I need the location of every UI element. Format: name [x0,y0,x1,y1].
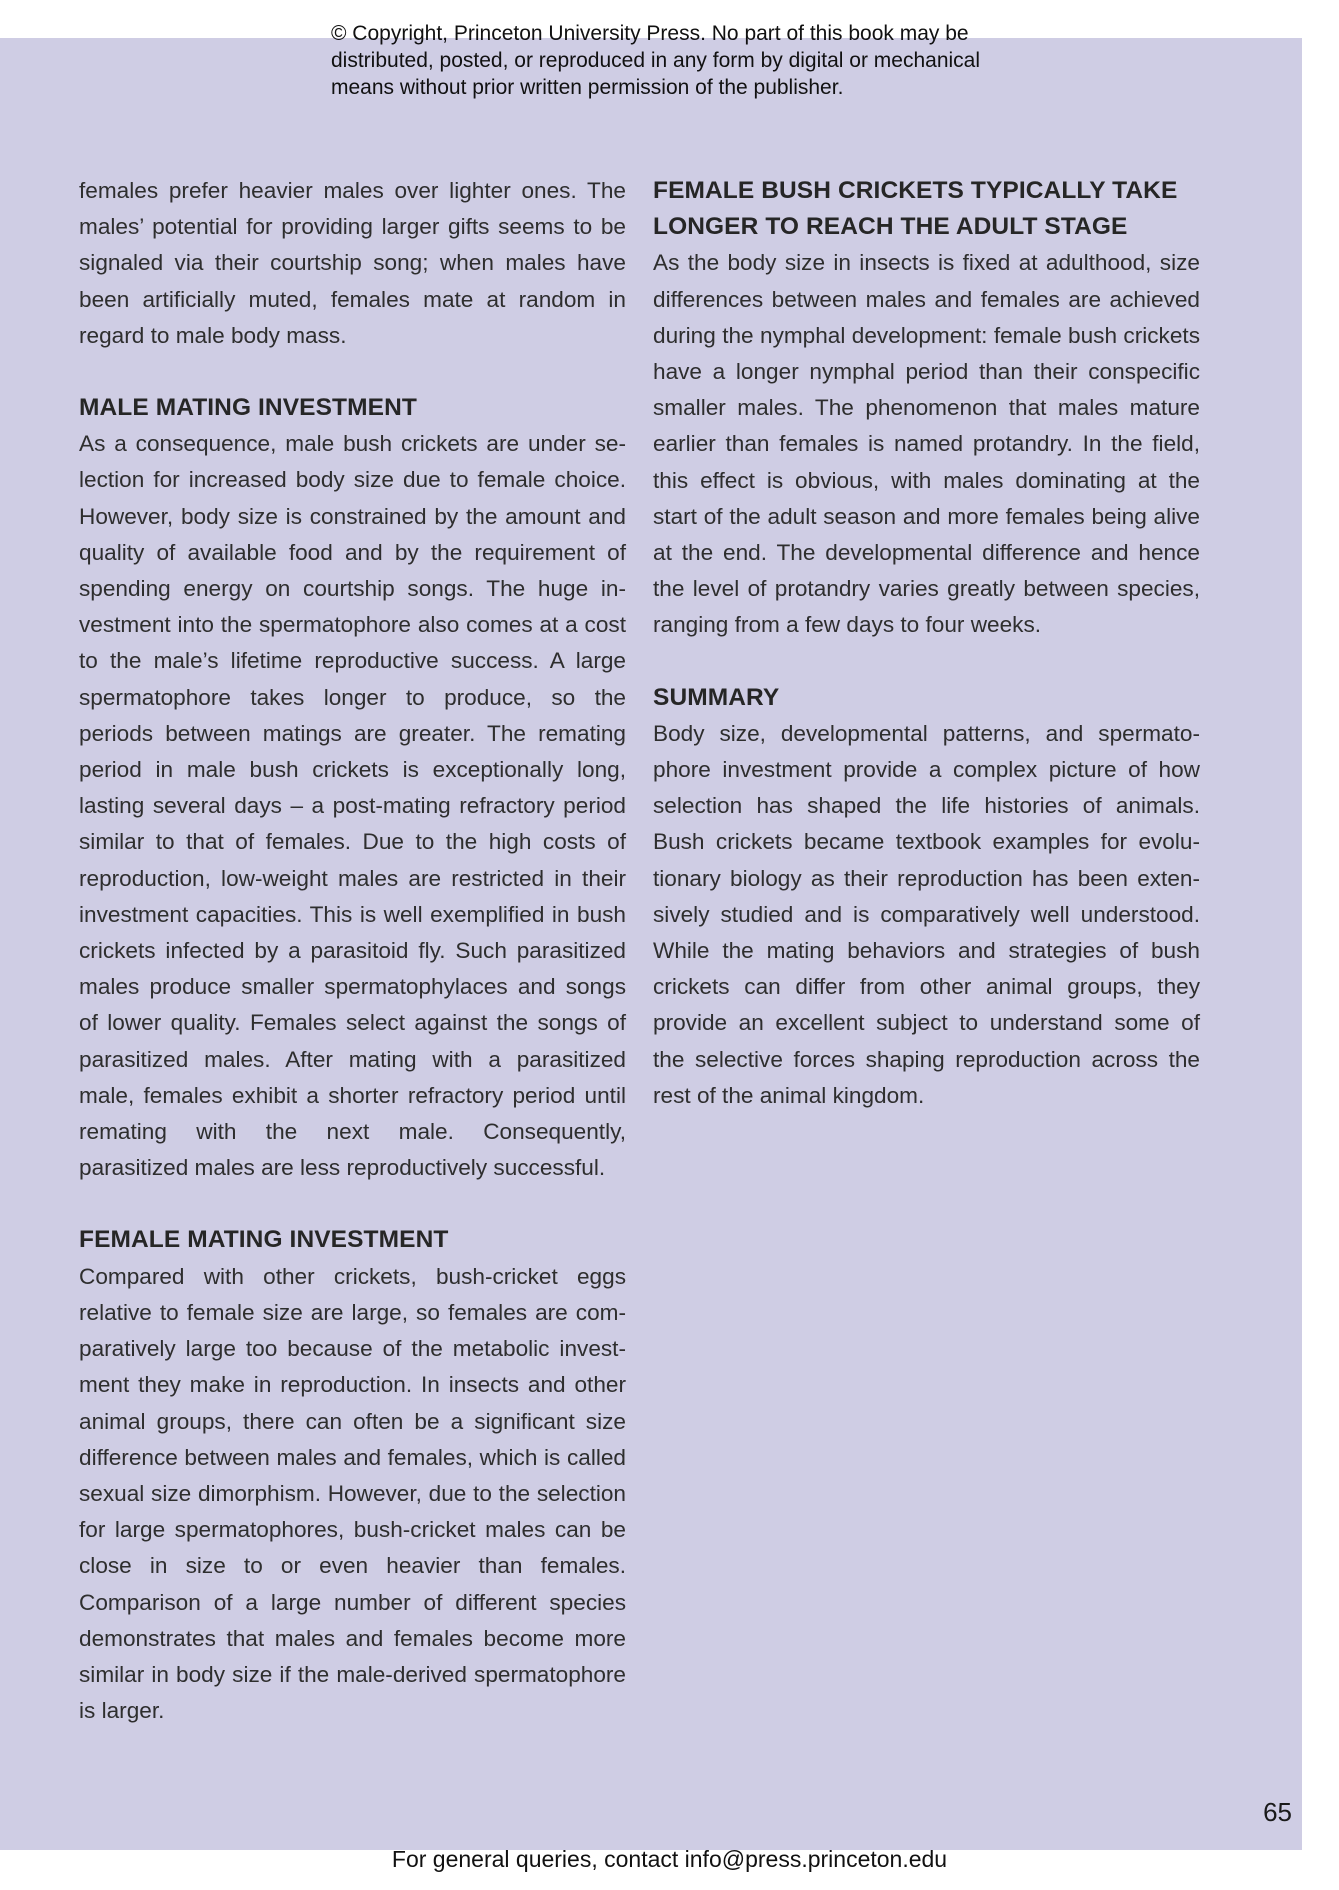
section-body-summary: Body size, developmental patterns, and spermatophore investment provide a complex picture of how selection has shaped the life histories of animals. Bush crickets became textbook examples for evolutionary biology as their reproduction has been extensively studied and is comparatively well understood. While the mating behaviors and strategies of bush crickets can differ from other animal groups, they provide an excellent subject to understand some of the selective forces shaping reproduction across the rest of the animal kingdom. [653,720,1200,1108]
section-body-female-mating-investment: Compared with other crickets, bush-cricket eggs relative to female size are large, so females are comparatively large too because of the metabolic investment they make in reproduction. In insects and other animal groups, there can often be a significant size difference between males and females, which is called sexual size dimorphism. However, due to the selection for large spermatophores, bush-cricket males can be close in size to or even heavier than females. Comparison of a large number of different species demonstrates that males and females become more similar in body size if the male-derived spermatophore is larger. [79,1263,626,1724]
section-heading-summary: SUMMARY [653,683,780,711]
section-spacer [653,644,1200,680]
right-column [653,173,1200,1114]
section-heading-adult-stage: FEMALE BUSH CRICKETS TYPICALLY TAKE LONGER TO REACH THE ADULT STAGE [653,177,1178,241]
section-spacer [79,1186,626,1222]
footer-contact: For general queries, contact info@press.princeton.edu [391,1846,948,1872]
section-heading-male-mating-investment: MALE MATING INVESTMENT [79,394,417,422]
copyright-notice: © Copyright, Princeton University Press. No part of this book may be distributed, posted, or reproduced in any form by digital or mechanical means without prior written permission of the publisher. [331,22,981,99]
intro-paragraph: females prefer heavier males over lighter ones. The males’ potential for providing larger gifts seems to be signaled via their courtship song; when males have been artificially muted, females mate at random in regard to male body mass. [79,178,626,348]
section-body-male-mating-investment: As a consequence, male bush crickets are under selection for increased body size due to female choice. However, body size is constrained by the amount and quality of available food and by the requirement of spending energy on courtship songs. The huge investment into the spermatophore also comes at a cost to the male’s lifetime reproductive success. A large spermatophore takes longer to produce, so the periods between matings are greater. The remating period in male bush crickets is exceptionally long, lasting several days – a post-mating refractory period similar to that of females. Due to the high costs of reproduction, low-weight males are restricted in their investment capacities. This is well exemplified in bush crickets infected by a parasitoid fly. Such parasitized males produce smaller spermatophylaces and songs of lower quality. Females select against the songs of parasitized males. After mating with a parasitized male, females exhibit a shorter refractory period until remating with the next male. Consequently, parasitized males are less reproductively successful. [79,431,626,1181]
section-body-adult-stage: As the body size in insects is fixed at adulthood, size differences between males and females are achieved during the nymphal development: female bush crickets have a longer nymphal period than their conspecific smaller males. The phenomenon that males mature earlier than females is named protandry. In the field, this effect is obvious, with males dominating at the start of the adult season and more females being alive at the end. The developmental difference and hence the level of protandry varies greatly between species, ranging from a few days to four weeks. [653,250,1200,638]
section-spacer [79,354,626,390]
section-heading-female-mating-investment: FEMALE MATING INVESTMENT [79,1226,449,1254]
left-column [79,173,626,1729]
page-number: 65 [1263,1797,1292,1827]
